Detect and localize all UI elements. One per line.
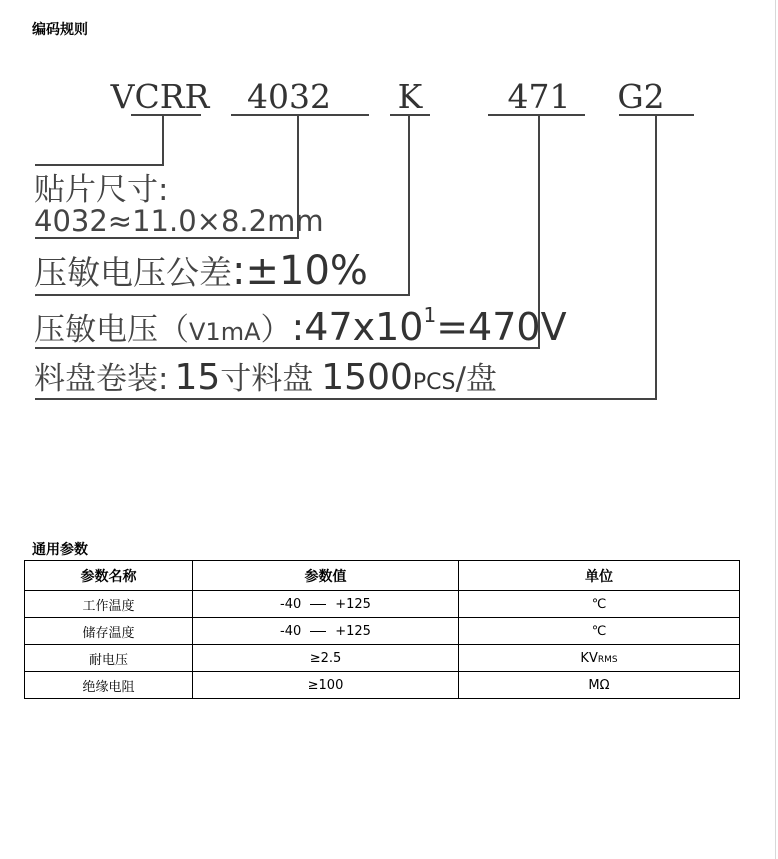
row-value: -40 +125 <box>193 618 459 645</box>
code-series: VCRR <box>110 77 210 116</box>
row-unit: KVRMS <box>459 645 740 672</box>
table-row <box>25 618 740 645</box>
table-header-row <box>25 561 740 591</box>
code-size: 4032 <box>247 77 331 116</box>
desc-tolerance: 压敏电压公差:±10% <box>34 248 368 294</box>
table-row <box>25 645 740 672</box>
header-unit: 单位 <box>459 561 740 591</box>
coding-rule-diagram <box>0 70 778 410</box>
header-param-value: 参数值 <box>193 561 459 591</box>
code-voltage: 471 <box>507 77 571 116</box>
section-title-general-params: 通用参数 <box>32 542 88 558</box>
row-unit: MΩ <box>459 672 740 699</box>
row-name: 储存温度 <box>25 618 193 645</box>
desc-voltage: 压敏电压（V1mA）:47x101=470V <box>34 303 567 349</box>
parameter-table <box>24 560 740 699</box>
row-name: 绝缘电阻 <box>25 672 193 699</box>
row-value: ≥100 <box>193 672 459 699</box>
row-unit: ℃ <box>459 618 740 645</box>
range-dash <box>310 631 326 632</box>
row-name: 工作温度 <box>25 591 193 618</box>
code-tolerance: K <box>397 77 423 116</box>
row-unit: ℃ <box>459 591 740 618</box>
desc-size-label: 贴片尺寸: <box>34 172 169 208</box>
header-param-name: 参数名称 <box>25 561 193 591</box>
code-packing: G2 <box>617 77 665 116</box>
desc-packing: 料盘卷装: 15寸料盘 1500PCS/盘 <box>34 357 497 398</box>
table-row <box>25 591 740 618</box>
row-value: ≥2.5 <box>193 645 459 672</box>
desc-size-value: 4032≈11.0×8.2mm <box>34 204 324 238</box>
range-dash <box>310 604 326 605</box>
leader-series <box>35 115 163 165</box>
table-row <box>25 672 740 699</box>
row-value: -40 +125 <box>193 591 459 618</box>
section-title-coding-rules: 编码规则 <box>32 22 88 38</box>
row-name: 耐电压 <box>25 645 193 672</box>
